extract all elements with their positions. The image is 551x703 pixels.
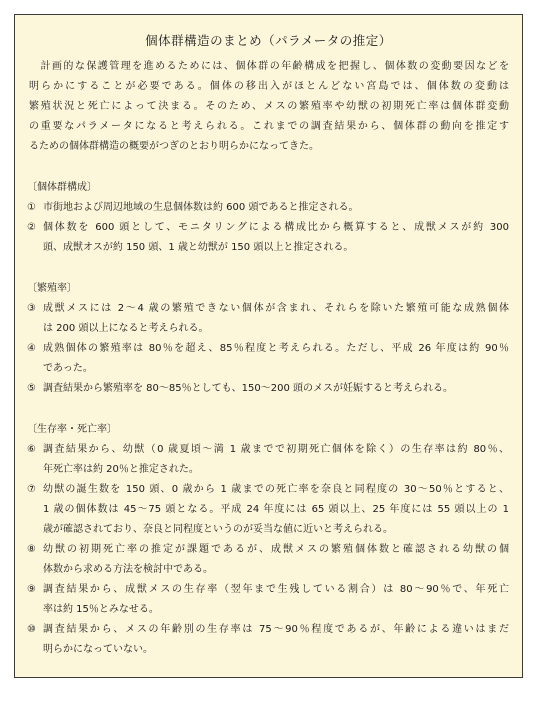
item-text: 市街地および周辺地域の生息個体数は約 600 頭であると推定される。: [43, 202, 359, 213]
page-title: 個体群構造のまとめ（パラメータの推定）: [145, 33, 392, 48]
list-item: [27, 302, 509, 316]
item-text: 調査結果から、幼獣（0 歳夏頃～満 1 歳までで初期死亡個体を除く）の生存率は約 80％、: [43, 444, 509, 455]
item-text: 調査結果から繁殖率を 80～85％としても、150～200 頭のメスが妊娠すると考えられる。: [43, 383, 453, 394]
list-item: [27, 623, 509, 637]
item-text: 成熟個体の繁殖率は 80％を超え、85％程度と考えられる。ただし、平成 26 年度は約 90％: [43, 343, 509, 354]
list-item: [27, 221, 509, 235]
intro-line: 繁殖状況と死亡によって決まる。そのため、メスの繁殖率や幼獣の初期死亡率は個体群変動: [29, 101, 509, 112]
item-text: 個体数を 600 頭として、モニタリングによる構成比から概算すると、成獣メスが約 300: [43, 222, 509, 233]
list-item: [27, 483, 509, 497]
item-text: 頭、成獣オスが約 150 頭、1 歳と幼獣が 150 頭以上と推定される。: [43, 242, 354, 253]
list-item: [27, 543, 509, 557]
intro-line: 明らかにすることが必要である。個体の移出入がほとんどない宮島では、個体数の変動は: [29, 81, 509, 92]
item-number: ⑩: [27, 624, 36, 635]
item-text: 幼獣の初期死亡率の推定が課題であるが、成獣メスの繁殖個体数と確認される幼獣の個: [43, 544, 509, 555]
item-number: ①: [27, 202, 36, 213]
item-text: 幼獣の誕生数を 150 頭、0 歳から 1 歳までの死亡率を奈良と同程度の 30～50％とすると、: [43, 484, 509, 495]
item-number: ⑦: [27, 484, 36, 495]
item-text: 明らかになっていない。: [43, 644, 153, 655]
intro-line: の重要なパラメータになると考えられる。これまでの調査結果から、個体群の動向を推定す: [29, 121, 509, 132]
item-text: 体数から求める方法を検討中である。: [43, 564, 213, 575]
item-text: 調査結果から、メスの年齢別の生存率は 75～90％程度であるが、年齢による違いはまだ: [43, 624, 509, 635]
item-number: ⑨: [27, 584, 36, 595]
item-number: ②: [27, 222, 36, 233]
summary-panel: [14, 14, 523, 678]
item-text: 歳が確認されており、奈良と同程度というのが妥当な値に近いと考えられる。: [43, 524, 393, 535]
list-item: [27, 583, 509, 597]
item-number: ④: [27, 343, 36, 354]
item-number: ⑥: [27, 444, 36, 455]
item-number: ③: [27, 303, 36, 314]
item-number: ⑧: [27, 544, 36, 555]
intro-line: るための個体群構造の概要がつぎのとおり明らかになってきた。: [29, 141, 319, 152]
item-number: ⑤: [27, 383, 36, 394]
item-text: は 200 頭以上になると考えられる。: [43, 323, 209, 334]
item-text: 成獣メスには 2～4 歳の繁殖できない個体が含まれ、それらを除いた繁殖可能な成熟個体: [43, 303, 509, 314]
section-heading-survival: 〔生存率・死亡率〕: [27, 424, 117, 435]
section-heading-breeding: 〔繁殖率〕: [27, 283, 77, 294]
intro-line: 計画的な保護管理を進めるためには、個体群の年齢構成を把握し、個体数の変動要因などを: [29, 61, 509, 72]
item-text: であった。: [43, 363, 93, 374]
item-text: 率は約 15％とみなせる。: [43, 604, 159, 615]
list-item: [27, 201, 358, 215]
item-text: 1 歳の個体数は 45～75 頭となる。平成 24 年度には 65 頭以上、25 年度には 55 頭以上の 1: [43, 504, 509, 515]
item-text: 調査結果から、成獣メスの生存率（翌年まで生残している割合）は 80～90％で、年死亡: [43, 584, 509, 595]
list-item: [27, 342, 509, 356]
section-heading-population: 〔個体群構成〕: [27, 182, 97, 193]
list-item: [27, 443, 509, 457]
item-text: 年死亡率は約 20％と推定された。: [43, 464, 199, 475]
list-item: [27, 382, 453, 396]
